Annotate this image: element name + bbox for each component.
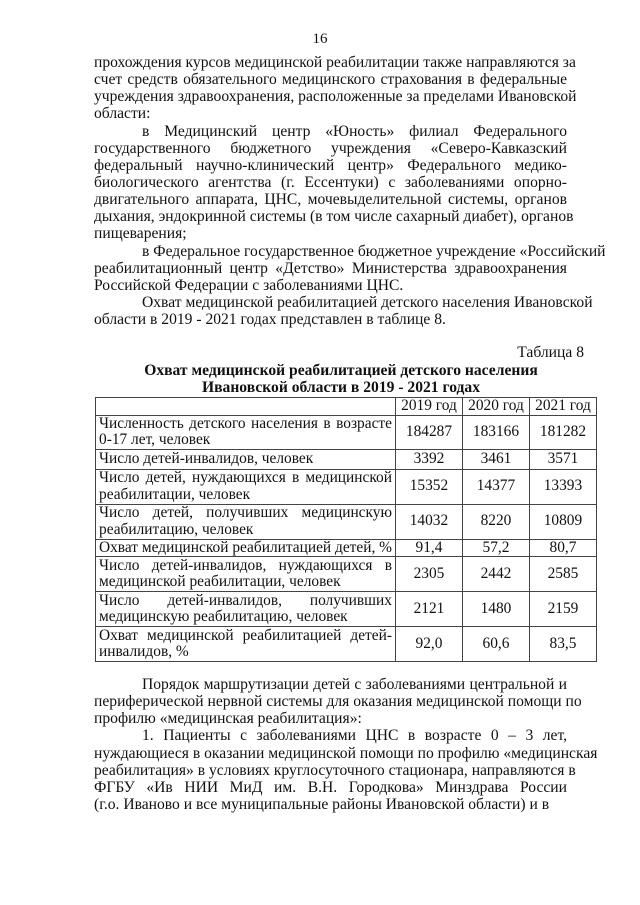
- text-line: пищеварения;: [94, 225, 187, 243]
- table-cell: 80,7: [529, 539, 596, 557]
- row-label-line: Число детей-инвалидов, нуждающихся в: [99, 556, 392, 574]
- row-label: [96, 449, 396, 469]
- table-cell: 10809: [529, 504, 596, 539]
- row-label: [96, 539, 396, 557]
- text-line: двигательного аппарата, ЦНС, мочевыделительной системы, органов: [94, 191, 567, 209]
- row-label-line: Число детей, получивших медицинскую: [99, 504, 392, 521]
- text-line: в Федеральное государственное бюджетное учреждение «Российский: [142, 242, 606, 260]
- table-cell: 60,6: [462, 627, 529, 662]
- column-header: [96, 398, 396, 416]
- row-label: [96, 557, 396, 592]
- table-row: [96, 592, 597, 627]
- table-row: [96, 539, 597, 557]
- routing-text: [94, 676, 598, 813]
- table-row: [96, 504, 597, 539]
- paragraph: [94, 242, 606, 294]
- table-cell: 13393: [529, 469, 596, 504]
- table-row: [96, 557, 597, 592]
- table-title-line: Охват медицинской реабилитацией детского населения: [144, 362, 538, 379]
- table-cell: 2305: [395, 557, 462, 592]
- table-cell: 183166: [462, 415, 529, 449]
- coverage-table: [95, 397, 597, 662]
- row-label-line: Охват медицинской реабилитацией детей-: [99, 626, 392, 644]
- table-cell: 2585: [529, 557, 596, 592]
- column-header: 2021 год: [529, 398, 596, 416]
- row-label-line: 0-17 лет, человек: [99, 431, 211, 448]
- page-number: 16: [312, 31, 328, 47]
- table-cell: 2121: [395, 592, 462, 627]
- table-row: [96, 469, 597, 504]
- row-label-line: Численность детского населения в возрасте: [99, 414, 392, 432]
- text-line: федеральный научно-клинический центр» Федерального медико-: [94, 156, 567, 174]
- text-line: биологического агентства (г. Ессентуки) с заболеваниями опорно-: [94, 173, 567, 191]
- row-label-line: инвалидов, %: [99, 643, 189, 660]
- table-cell: 8220: [462, 504, 529, 539]
- text-line: реабилитационный центр «Детство» Министерства здравоохранения: [94, 259, 567, 277]
- text-line: профилю «медицинская реабилитация»:: [94, 710, 362, 728]
- paragraph: [94, 122, 574, 243]
- row-label: [96, 469, 396, 504]
- text-line: в Медицинский центр «Юность» филиал Федерального: [142, 122, 567, 140]
- table-cell: 3571: [529, 449, 596, 469]
- row-label: [96, 592, 396, 627]
- table-cell: 1480: [462, 592, 529, 627]
- table-cell: 184287: [395, 415, 462, 449]
- column-header: 2020 год: [462, 398, 529, 416]
- paragraph: [94, 727, 598, 813]
- text-line: реабилитация» в условиях круглосуточного стационара, направляются в: [94, 761, 576, 779]
- table-cell: 2159: [529, 592, 596, 627]
- table-title: [94, 362, 588, 396]
- row-label-line: Число детей, нуждающихся в медицинской: [99, 469, 392, 486]
- row-label-line: Число детей-инвалидов, человек: [99, 449, 314, 467]
- table-cell: 3461: [462, 449, 529, 469]
- column-header: 2019 год: [395, 398, 462, 416]
- text-line: Порядок маршрутизации детей с заболеваниями центральной и: [142, 676, 567, 693]
- row-label: [96, 415, 396, 449]
- table-header-row: [96, 398, 597, 416]
- row-label: [96, 627, 396, 662]
- text-line: дыхания, эндокринной системы (в том числе сахарный диабет), органов: [94, 208, 574, 226]
- text-line: государственного бюджетного учреждения «Северо-Кавказский: [94, 139, 567, 157]
- table-cell: 2442: [462, 557, 529, 592]
- table-cell: 83,5: [529, 627, 596, 662]
- paragraph: [94, 676, 582, 728]
- row-label-line: реабилитацию, человек: [99, 520, 254, 538]
- text-line: Охват медицинской реабилитацией детского населения Ивановской: [142, 293, 593, 311]
- table-caption: Таблица 8: [517, 344, 584, 361]
- table-row: [96, 449, 597, 469]
- text-line: прохождения курсов медицинской реабилитации также направляются за: [94, 54, 576, 71]
- text-line: области:: [94, 105, 151, 123]
- text-line: счет средств обязательного медицинского страхования в федеральные: [94, 71, 567, 89]
- paragraph: [94, 293, 593, 329]
- table-row: [96, 415, 597, 449]
- table-cell: 14032: [395, 504, 462, 539]
- table-title-line: Ивановской области в 2019 - 2021 годах: [201, 379, 481, 396]
- text-line: нуждающиеся в оказании медицинской помощи по профилю «медицинская: [94, 744, 598, 762]
- paragraph: [94, 54, 577, 123]
- text-line: Российской Федерации с заболеваниями ЦНС.: [94, 276, 404, 294]
- table-cell: 181282: [529, 415, 596, 449]
- row-label-line: медицинской реабилитации, человек: [99, 573, 341, 590]
- row-label: [96, 504, 396, 539]
- table-cell: 57,2: [462, 539, 529, 557]
- text-line: учреждения здравоохранения, расположенные за пределами Ивановской: [94, 88, 577, 106]
- table-cell: 15352: [395, 469, 462, 504]
- table-cell: 92,0: [395, 627, 462, 662]
- table-row: [96, 627, 597, 662]
- row-label-line: медицинскую реабилитацию, человек: [99, 608, 348, 625]
- row-label-line: Число детей-инвалидов, получивших: [99, 591, 392, 609]
- row-label-line: реабилитации, человек: [99, 485, 251, 503]
- text-line: периферической нервной системы для оказания медицинской помощи по: [94, 693, 582, 711]
- table-cell: 91,4: [395, 539, 462, 557]
- text-line: области в 2019 - 2021 годах представлен в таблице 8.: [94, 311, 446, 329]
- intro-text: [94, 54, 606, 329]
- text-line: (г.о. Иваново и все муниципальные районы Ивановской области) и в: [94, 795, 550, 813]
- text-line: 1. Пациенты с заболеваниями ЦНС в возрасте 0 – 3 лет,: [142, 727, 567, 745]
- table-cell: 3392: [395, 449, 462, 469]
- table-cell: 14377: [462, 469, 529, 504]
- text-line: ФГБУ «Ив НИИ МиД им. В.Н. Городкова» Минздрава России: [94, 778, 567, 796]
- row-label-line: Охват медицинской реабилитацией детей, %: [99, 538, 392, 556]
